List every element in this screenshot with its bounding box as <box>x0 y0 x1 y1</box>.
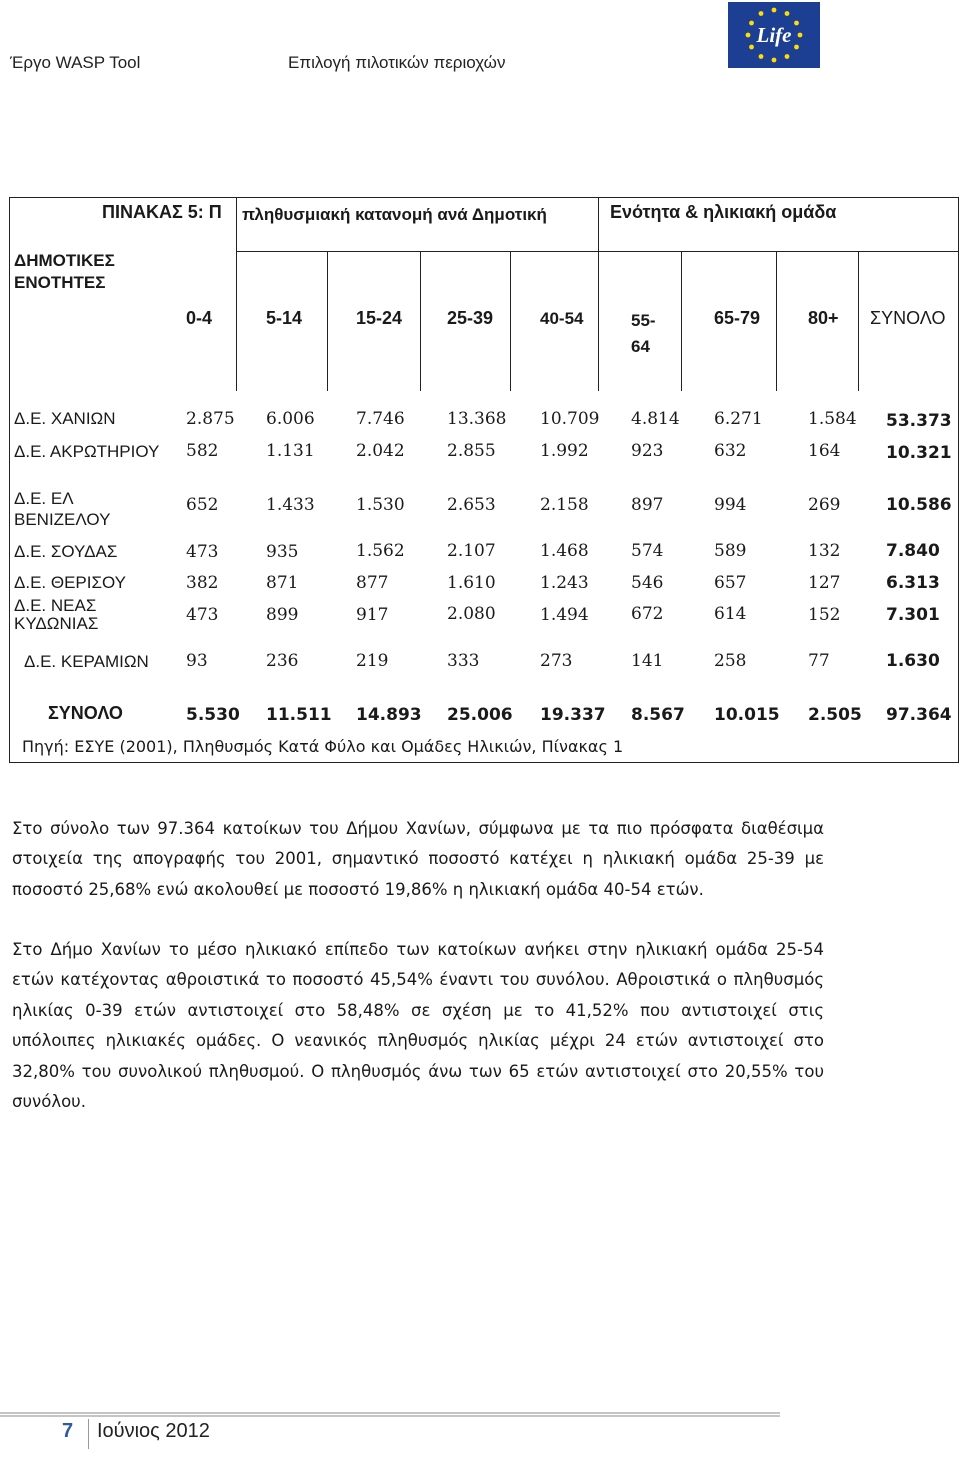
cell: 2.653 <box>447 495 496 515</box>
row-total: 53.373 <box>886 411 952 431</box>
cell: 935 <box>266 542 299 562</box>
col-header-5-14: 5-14 <box>266 308 303 328</box>
cell: 2.042 <box>356 441 405 461</box>
cell: 127 <box>808 573 841 593</box>
table-title: ΠΙΝΑΚΑΣ 5: Π <box>102 202 222 222</box>
row-header-label: ΔΗΜΟΤΙΚΕΣ ΕΝΟΤΗΤΕΣ <box>14 251 115 292</box>
row-name: Δ.Ε. ΘΕΡΙΣΟΥ <box>14 573 127 592</box>
row-total: 7.301 <box>886 605 940 625</box>
cell: 141 <box>631 651 664 671</box>
col-header-80-plus: 80+ <box>808 308 839 328</box>
cell: 1.562 <box>356 541 405 561</box>
cell: 2.505 <box>808 705 862 725</box>
cell: 1.530 <box>356 495 405 515</box>
cell: 6.271 <box>714 409 763 429</box>
row-name: Δ.Ε. ΣΟΥΔΑΣ <box>14 542 118 561</box>
cell: 1.584 <box>808 409 857 429</box>
col-header-0-4: 0-4 <box>186 308 213 328</box>
cell: 2.855 <box>447 441 496 461</box>
cell: 258 <box>714 651 747 671</box>
table-title-part3: Ενότητα & ηλικιακή ομάδα <box>610 202 837 222</box>
eu-life-logo <box>728 2 820 68</box>
cell: 2.107 <box>447 541 496 561</box>
row-name: Δ.Ε. ΚΕΡΑΜΙΩΝ <box>24 652 149 671</box>
cell: 7.746 <box>356 409 405 429</box>
cell: 269 <box>808 495 841 515</box>
cell: 923 <box>631 441 664 461</box>
cell: 589 <box>714 541 747 561</box>
paragraph: Στο Δήμο Χανίων το μέσο ηλικιακό επίπεδο των κατοίκων ανήκει στην ηλικιακή ομάδα 25-54 ετών κατέχοντας αθροιστικά το ποσοστό 45,54% έναντι του συνόλου. Αθροιστικά ο πληθυσμός ηλικίας 0-39 ετών αντιστοιχεί στο 58,48% σε σχέση με το 41,52% που αντιστοιχεί στις υπόλοιπες ηλικιακές ομάδες. Ο νεανικός πληθυσμός ηλικίας μέχρι 24 ετών αντιστοιχεί στο 32,80% του συνολικού πληθυσμού. Ο πληθυσμός άνω των 65 ετών αντιστοιχεί στο 20,55% του συνόλου. <box>12 940 824 1112</box>
col-header-55-64: 55-64 <box>631 311 656 356</box>
cell: 614 <box>714 604 747 624</box>
cell: 632 <box>714 441 747 461</box>
cell: 6.006 <box>266 409 315 429</box>
cell: 4.814 <box>631 409 680 429</box>
cell: 273 <box>540 651 573 671</box>
row-total: 10.321 <box>886 443 952 463</box>
row-name: Δ.Ε. ΝΕΑΣ ΚΥΔΩΝΙΑΣ <box>14 596 99 633</box>
cell: 2.875 <box>186 409 235 429</box>
cell: 219 <box>356 651 389 671</box>
row-total: 10.586 <box>886 495 952 515</box>
cell: 152 <box>808 605 841 625</box>
cell: 1.433 <box>266 495 315 515</box>
row-total: 1.630 <box>886 651 940 671</box>
cell: 871 <box>266 573 299 593</box>
col-header-40-54: 40-54 <box>540 309 584 328</box>
cell: 652 <box>186 495 219 515</box>
document-project-title: Έργο WASP Tool <box>10 53 141 72</box>
col-header-15-24: 15-24 <box>356 308 403 328</box>
cell: 11.511 <box>266 705 332 725</box>
cell: 382 <box>186 573 219 593</box>
cell: 672 <box>631 604 664 624</box>
logo-text: Life <box>756 23 792 47</box>
paragraph: Στο σύνολο των 97.364 κατοίκων του Δήμου Χανίων, σύμφωνα με τα πιο πρόσφατα διαθέσιμα στοιχεία της απογραφής του 2001, σημαντικό ποσοστό κατέχει η ηλικιακή ομάδα 25-39 με ποσοστό 25,68% ενώ ακολουθεί με ποσοστό 19,86% η ηλικιακή ομάδα 40-54 ετών. <box>12 819 824 899</box>
footer-date: Ιούνιος 2012 <box>97 1420 210 1442</box>
cell: 546 <box>631 573 664 593</box>
cell: 1.992 <box>540 441 589 461</box>
cell: 13.368 <box>447 409 507 429</box>
footer-rule <box>0 1412 780 1417</box>
cell: 1.131 <box>266 441 315 461</box>
page-number: 7 <box>62 1420 74 1442</box>
row-name: Δ.Ε. ΑΚΡΩΤΗΡΙΟΥ <box>14 442 160 461</box>
row-total: 6.313 <box>886 573 940 593</box>
cell: 10.015 <box>714 705 780 725</box>
col-header-65-79: 65-79 <box>714 308 761 328</box>
cell: 10.709 <box>540 409 600 429</box>
cell: 164 <box>808 441 841 461</box>
document-section-title: Επιλογή πιλοτικών περιοχών <box>288 53 506 72</box>
cell: 93 <box>186 651 208 671</box>
cell: 877 <box>356 573 389 593</box>
cell: 1.243 <box>540 573 589 593</box>
cell: 8.567 <box>631 705 685 725</box>
cell: 1.610 <box>447 573 496 593</box>
cell: 5.530 <box>186 705 240 725</box>
cell: 14.893 <box>356 705 422 725</box>
row-name: Δ.Ε. ΕΛ ΒΕΝΙΖΕΛΟΥ <box>14 489 111 529</box>
footer-divider <box>88 1419 89 1449</box>
cell: 994 <box>714 495 747 515</box>
table-title-part2: πληθυσμιακή κατανομή ανά Δημοτική <box>242 205 547 224</box>
cell: 1.494 <box>540 605 589 625</box>
table-source: Πηγή: ΕΣΥΕ (2001), Πληθυσμός Κατά Φύλο και Ομάδες Ηλικιών, Πίνακας 1 <box>22 737 624 756</box>
cell: 25.006 <box>447 705 513 725</box>
cell: 473 <box>186 542 219 562</box>
cell: 917 <box>356 605 389 625</box>
col-header-25-39: 25-39 <box>447 308 494 328</box>
cell: 473 <box>186 605 219 625</box>
grand-total: 97.364 <box>886 705 952 725</box>
total-row-label: ΣΥΝΟΛΟ <box>48 703 123 723</box>
cell: 899 <box>266 605 299 625</box>
cell: 1.468 <box>540 541 589 561</box>
cell: 897 <box>631 495 664 515</box>
cell: 2.080 <box>447 604 496 624</box>
cell: 19.337 <box>540 705 606 725</box>
cell: 657 <box>714 573 747 593</box>
cell: 582 <box>186 441 219 461</box>
cell: 236 <box>266 651 299 671</box>
row-total: 7.840 <box>886 541 940 561</box>
cell: 574 <box>631 541 664 561</box>
cell: 333 <box>447 651 480 671</box>
col-header-total: ΣΥΝΟΛΟ <box>870 308 946 328</box>
row-name: Δ.Ε. ΧΑΝΙΩΝ <box>14 409 116 428</box>
cell: 2.158 <box>540 495 589 515</box>
cell: 77 <box>808 651 830 671</box>
cell: 132 <box>808 541 841 561</box>
